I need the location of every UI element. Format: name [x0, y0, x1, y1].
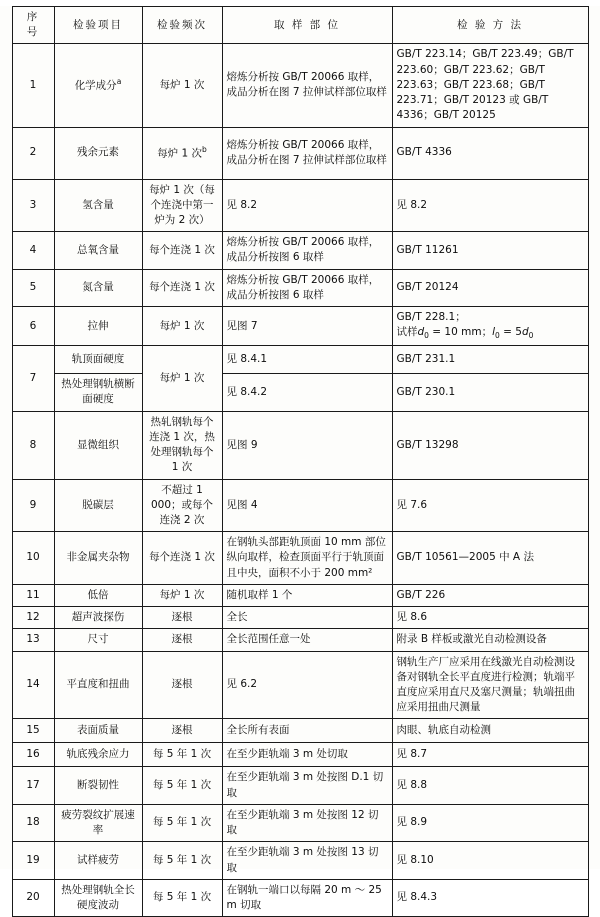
column-header-item: 检验项目 [54, 7, 142, 44]
cell-frequency: 每个连浇 1 次 [142, 269, 222, 306]
cell-no: 17 [12, 767, 54, 804]
cell-method: GB/T 20124 [392, 269, 588, 306]
cell-item: 平直度和扭曲 [54, 651, 142, 719]
cell-method: GB/T 231.1 [392, 346, 588, 374]
cell-frequency: 每 5 年 1 次 [142, 804, 222, 841]
cell-item: 热处理钢轨全长硬度波动 [54, 879, 142, 916]
table-row [12, 607, 588, 629]
method-line-1: GB/T 228.1； [396, 311, 466, 324]
cell-position: 在钢轨头部距轨顶面 10 mm 部位纵向取样，检查顶面平行于轨顶面且中央，面积不小于 200 mm² [222, 532, 392, 585]
tensile-d-value: = 10 mm； [428, 326, 493, 339]
item-label: 化学成分 [74, 79, 117, 92]
cell-item: 轨顶面硬度 [54, 346, 142, 374]
cell-item: 低倍 [54, 584, 142, 606]
table-row [12, 232, 588, 269]
cell-item: 疲劳裂纹扩展速率 [54, 804, 142, 841]
cell-no: 14 [12, 651, 54, 719]
cell-no: 11 [12, 584, 54, 606]
cell-frequency: 每个连浇 1 次 [142, 232, 222, 269]
cell-position: 熔炼分析按 GB/T 20066 取样，成品分析按图 6 取样 [222, 232, 392, 269]
cell-method: 见 8.8 [392, 767, 588, 804]
cell-position: 在至少距轨端 3 m 处切取 [222, 743, 392, 767]
column-header-no: 序 号 [12, 7, 54, 44]
cell-method: GB/T 10561—2005 中 A 法 [392, 532, 588, 585]
cell-no: 18 [12, 804, 54, 841]
cell-position: 熔炼分析按 GB/T 20066 取样，成品分析在图 7 拉伸试样部位取样 [222, 127, 392, 179]
table-row [12, 127, 588, 179]
method-line-2 [397, 325, 584, 342]
cell-no: 1 [12, 44, 54, 127]
cell-frequency: 每炉 1 次 [142, 346, 222, 411]
table-row [12, 804, 588, 841]
cell-frequency: 逐根 [142, 651, 222, 719]
table-header [12, 7, 588, 44]
cell-frequency: 每 5 年 1 次 [142, 767, 222, 804]
cell-no: 19 [12, 842, 54, 879]
cell-item: 断裂韧性 [54, 767, 142, 804]
cell-item: 总氧含量 [54, 232, 142, 269]
table-row [12, 346, 588, 374]
cell-method: 钢轨生产厂应采用在线激光自动检测设备对钢轨全长平直度进行检测；轨端平直度应采用直尺及塞尺测量；轨端扭曲应采用扭曲尺测量 [392, 651, 588, 719]
cell-method: GB/T 11261 [392, 232, 588, 269]
table-row [12, 879, 588, 916]
table-row [12, 269, 588, 306]
cell-item: 氮含量 [54, 269, 142, 306]
cell-no: 7 [12, 346, 54, 411]
tensile-sample-label: 试样 [396, 326, 418, 339]
cell-frequency: 热轧钢轨每个连浇 1 次，热处理钢轨每个 1 次 [142, 411, 222, 479]
frequency-label: 每炉 1 次 [157, 147, 203, 160]
cell-position: 熔炼分析按 GB/T 20066 取样，成品分析按图 6 取样 [222, 269, 392, 306]
cell-frequency: 逐根 [142, 629, 222, 651]
table-row [12, 179, 588, 232]
cell-item [54, 44, 142, 127]
cell-no: 3 [12, 179, 54, 232]
cell-method: 见 8.9 [392, 804, 588, 841]
cell-position: 全长所有表面 [222, 719, 392, 743]
cell-no: 20 [12, 879, 54, 916]
cell-position: 在钢轨一端口以每隔 20 m ～ 25 m 切取 [222, 879, 392, 916]
cell-position: 在至少距轨端 3 m 处按图 13 切取 [222, 842, 392, 879]
cell-method: 见 8.7 [392, 743, 588, 767]
cell-method: 见 8.6 [392, 607, 588, 629]
column-header-method: 检 验 方 法 [392, 7, 588, 44]
table-row [12, 584, 588, 606]
cell-method: 附录 B 样板或激光自动检测设备 [392, 629, 588, 651]
table-row [12, 629, 588, 651]
cell-method: 见 8.2 [392, 179, 588, 232]
inspection-spec-table [12, 6, 589, 917]
cell-frequency: 每炉 1 次 [142, 307, 222, 346]
cell-position: 见图 9 [222, 411, 392, 479]
table-row [12, 374, 588, 411]
cell-method-secondary: GB/T 230.1 [392, 374, 588, 411]
document-page [0, 6, 600, 911]
cell-position: 见图 4 [222, 479, 392, 532]
cell-item: 尺寸 [54, 629, 142, 651]
table-row [12, 532, 588, 585]
table-row [12, 842, 588, 879]
cell-position: 见 6.2 [222, 651, 392, 719]
cell-frequency: 逐根 [142, 607, 222, 629]
cell-item: 残余元素 [54, 127, 142, 179]
cell-position: 见 8.4.1 [222, 346, 392, 374]
table-row [12, 307, 588, 346]
cell-method: 见 7.6 [392, 479, 588, 532]
cell-position: 随机取样 1 个 [222, 584, 392, 606]
cell-method: 见 8.4.3 [392, 879, 588, 916]
cell-item: 氢含量 [54, 179, 142, 232]
cell-position: 在至少距轨端 3 m 处按图 12 切取 [222, 804, 392, 841]
cell-item: 非金属夹杂物 [54, 532, 142, 585]
cell-position: 熔炼分析按 GB/T 20066 取样，成品分析在图 7 拉伸试样部位取样 [222, 44, 392, 127]
table-header-row [12, 7, 588, 44]
tensile-d2-subscript: 0 [528, 331, 534, 341]
table-row [12, 479, 588, 532]
cell-no: 12 [12, 607, 54, 629]
cell-method-tensile [392, 307, 588, 346]
cell-position-secondary: 见 8.4.2 [222, 374, 392, 411]
cell-item: 显微组织 [54, 411, 142, 479]
cell-position: 全长 [222, 607, 392, 629]
cell-frequency: 每个连浇 1 次 [142, 532, 222, 585]
cell-frequency: 每炉 1 次 [142, 584, 222, 606]
cell-frequency: 逐根 [142, 719, 222, 743]
cell-item: 超声波探伤 [54, 607, 142, 629]
column-header-position: 取 样 部 位 [222, 7, 392, 44]
cell-position: 全长范围任意一处 [222, 629, 392, 651]
cell-no: 9 [12, 479, 54, 532]
tensile-l-symbol: l [492, 326, 496, 339]
table-row [12, 651, 588, 719]
cell-item: 轨底残余应力 [54, 743, 142, 767]
cell-method: GB/T 223.14；GB/T 223.49；GB/T 223.60；GB/T 223.62；GB/T 223.63；GB/T 223.68；GB/T 223.71；GB/T 20123 或 GB/T 4336；GB/T 20125 [392, 44, 588, 127]
table-row [12, 719, 588, 743]
cell-frequency: 每 5 年 1 次 [142, 842, 222, 879]
cell-method: 见 8.10 [392, 842, 588, 879]
cell-item: 试样疲劳 [54, 842, 142, 879]
cell-item: 拉伸 [54, 307, 142, 346]
cell-position: 在至少距轨端 3 m 处按图 D.1 切取 [222, 767, 392, 804]
cell-method: 肉眼、轨底自动检测 [392, 719, 588, 743]
cell-no: 10 [12, 532, 54, 585]
tensile-l-value: = 5 [499, 326, 522, 339]
cell-frequency: 每 5 年 1 次 [142, 879, 222, 916]
table-row [12, 44, 588, 127]
cell-method: GB/T 226 [392, 584, 588, 606]
table-row [12, 767, 588, 804]
table-row [12, 411, 588, 479]
cell-method: GB/T 13298 [392, 411, 588, 479]
cell-no: 16 [12, 743, 54, 767]
cell-no: 13 [12, 629, 54, 651]
tensile-d-subscript: 0 [424, 331, 429, 341]
column-header-frequency: 检验频次 [142, 7, 222, 44]
cell-position: 见 8.2 [222, 179, 392, 232]
cell-frequency: 每炉 1 次（每个连浇中第一炉为 2 次） [142, 179, 222, 232]
cell-item-secondary: 热处理钢轨横断面硬度 [54, 374, 142, 411]
tensile-l-subscript: 0 [495, 331, 500, 341]
cell-method: GB/T 4336 [392, 127, 588, 179]
cell-frequency: 不超过 1 000；或每个连浇 2 次 [142, 479, 222, 532]
cell-frequency [142, 127, 222, 179]
item-footnote-marker: a [116, 77, 122, 87]
cell-no: 4 [12, 232, 54, 269]
table-row [12, 743, 588, 767]
cell-no: 15 [12, 719, 54, 743]
tensile-d2-symbol: d [521, 326, 529, 339]
cell-frequency: 每炉 1 次 [142, 44, 222, 127]
cell-no: 8 [12, 411, 54, 479]
cell-position: 见图 7 [222, 307, 392, 346]
cell-no: 2 [12, 127, 54, 179]
table-body [12, 44, 588, 917]
cell-frequency: 每 5 年 1 次 [142, 743, 222, 767]
tensile-d-symbol: d [417, 326, 425, 339]
cell-item: 表面质量 [54, 719, 142, 743]
cell-no: 6 [12, 307, 54, 346]
cell-no: 5 [12, 269, 54, 306]
frequency-footnote-marker: b [202, 144, 207, 154]
cell-item: 脱碳层 [54, 479, 142, 532]
